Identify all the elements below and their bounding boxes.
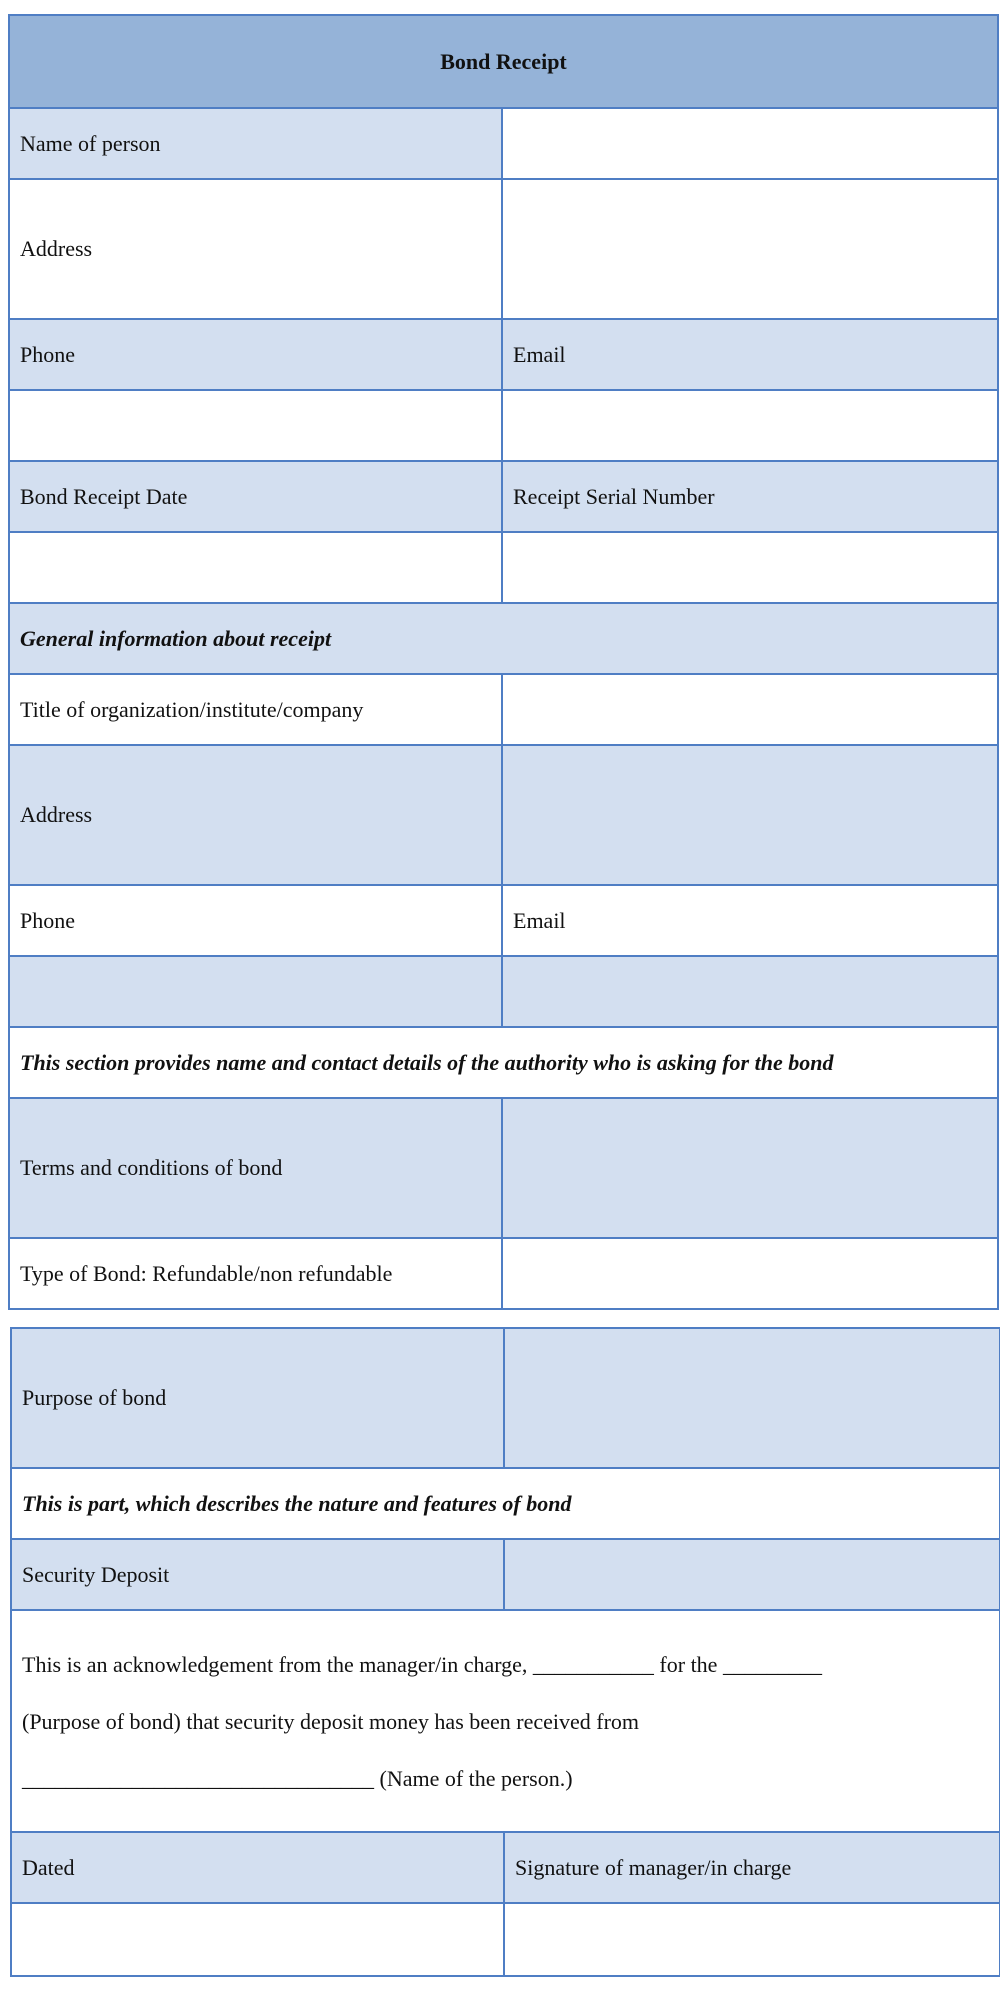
person-phone-field[interactable] bbox=[9, 390, 502, 461]
acknowledgement-paragraph bbox=[11, 1610, 1000, 1832]
person-address-field[interactable] bbox=[502, 179, 998, 319]
purpose-label: Purpose of bond bbox=[11, 1328, 504, 1468]
receipt-serial-number-field[interactable] bbox=[502, 532, 998, 603]
general-info-heading: General information about receipt bbox=[9, 603, 998, 674]
bond-type-label: Type of Bond: Refundable/non refundable bbox=[9, 1238, 502, 1309]
org-title-label: Title of organization/institute/company bbox=[9, 674, 502, 745]
name-of-person-label: Name of person bbox=[9, 108, 502, 179]
bond-features-note: This is part, which describes the nature and features of bond bbox=[11, 1468, 1000, 1539]
authority-section-note: This section provides name and contact details of the authority who is asking for the bond bbox=[9, 1027, 998, 1098]
security-deposit-field[interactable] bbox=[504, 1539, 1000, 1610]
person-phone-label: Phone bbox=[9, 319, 502, 390]
org-email-label: Email bbox=[502, 885, 998, 956]
bond-receipt-date-label: Bond Receipt Date bbox=[9, 461, 502, 532]
form-title: Bond Receipt bbox=[9, 15, 998, 108]
person-address-label: Address bbox=[9, 179, 502, 319]
bond-receipt-form-bottom bbox=[10, 1327, 1000, 1977]
terms-field[interactable] bbox=[502, 1098, 998, 1238]
ack-line-1: This is an acknowledgement from the manager/in charge, ___________ for the _________ bbox=[22, 1651, 822, 1677]
dated-label: Dated bbox=[11, 1832, 504, 1903]
signature-label: Signature of manager/in charge bbox=[504, 1832, 1000, 1903]
org-title-field[interactable] bbox=[502, 674, 998, 745]
org-phone-field[interactable] bbox=[9, 956, 502, 1027]
bond-receipt-date-field[interactable] bbox=[9, 532, 502, 603]
dated-field[interactable] bbox=[11, 1903, 504, 1976]
terms-label: Terms and conditions of bond bbox=[9, 1098, 502, 1238]
ack-line-2: (Purpose of bond) that security deposit money has been received from bbox=[22, 1708, 640, 1734]
org-phone-label: Phone bbox=[9, 885, 502, 956]
receipt-serial-number-label: Receipt Serial Number bbox=[502, 461, 998, 532]
signature-field[interactable] bbox=[504, 1903, 1000, 1976]
bond-type-field[interactable] bbox=[502, 1238, 998, 1309]
org-address-field[interactable] bbox=[502, 745, 998, 885]
ack-line-3: ________________________________ (Name of the person.) bbox=[22, 1765, 573, 1791]
bond-receipt-form-top bbox=[8, 14, 999, 1310]
purpose-field[interactable] bbox=[504, 1328, 1000, 1468]
org-address-label: Address bbox=[9, 745, 502, 885]
security-deposit-label: Security Deposit bbox=[11, 1539, 504, 1610]
person-email-field[interactable] bbox=[502, 390, 998, 461]
name-of-person-field[interactable] bbox=[502, 108, 998, 179]
person-email-label: Email bbox=[502, 319, 998, 390]
org-email-field[interactable] bbox=[502, 956, 998, 1027]
